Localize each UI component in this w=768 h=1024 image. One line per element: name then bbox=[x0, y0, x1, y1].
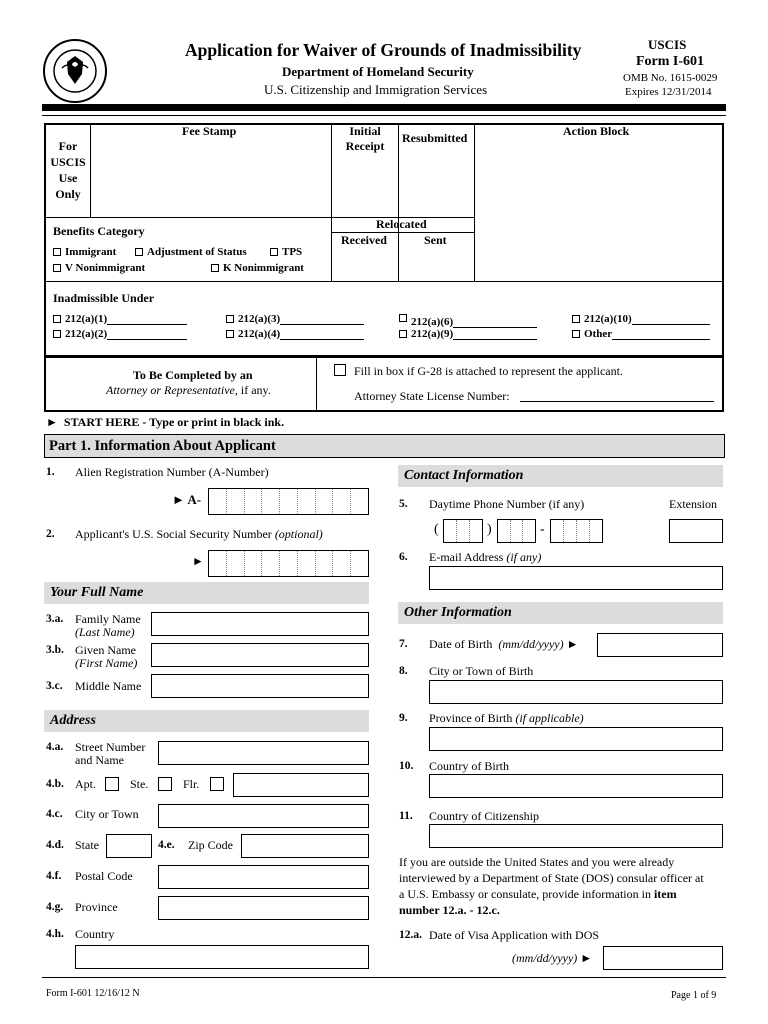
q10-number: 10. bbox=[399, 760, 414, 772]
q4e-number: 4.e. bbox=[158, 839, 175, 851]
q3c-number: 3.c. bbox=[46, 680, 63, 692]
part1-title: Part 1. Information About Applicant bbox=[44, 434, 725, 458]
flr-checkbox[interactable] bbox=[210, 777, 224, 791]
q2-label: Applicant's U.S. Social Security Number (optional) bbox=[75, 527, 323, 541]
q1-number: 1. bbox=[46, 466, 55, 478]
q9-label: Province of Birth (if applicable) bbox=[429, 711, 584, 725]
footer-rule bbox=[42, 977, 726, 978]
inadmissible-item: 212(a)(6) bbox=[399, 316, 537, 328]
expiration-date: Expires 12/31/2014 bbox=[625, 86, 712, 98]
ssn-arrow: ► bbox=[192, 554, 204, 568]
extension-label: Extension bbox=[669, 497, 717, 511]
resubmitted-divider bbox=[474, 125, 475, 281]
zip-code-field[interactable] bbox=[241, 834, 369, 858]
email-field[interactable] bbox=[429, 566, 723, 590]
q4d-label: State bbox=[75, 838, 99, 852]
agency-name: U.S. Citizenship and Immigration Services bbox=[264, 82, 488, 97]
received-label: Received bbox=[341, 233, 387, 247]
q4d-number: 4.d. bbox=[46, 839, 64, 851]
province-of-birth-field[interactable] bbox=[429, 727, 723, 751]
country-of-citizenship-field[interactable] bbox=[429, 824, 723, 848]
initial-receipt-label: Initial Receipt bbox=[345, 124, 385, 153]
adjustment-checkbox[interactable] bbox=[135, 248, 143, 256]
inadmissible-item: 212(a)(1) bbox=[53, 313, 187, 325]
office-use-divider bbox=[90, 125, 91, 217]
q12a-label: Date of Visa Application with DOS bbox=[429, 928, 600, 942]
attorney-line1: To Be Completed by an bbox=[133, 368, 253, 382]
fee-stamp-label: Fee Stamp bbox=[182, 124, 237, 138]
benefit-k-nonimmigrant: K Nonimmigrant bbox=[211, 262, 304, 274]
inadmissible-checkbox[interactable] bbox=[53, 315, 61, 323]
a-number-field[interactable] bbox=[208, 488, 369, 515]
phone-close-paren: ) bbox=[487, 522, 492, 537]
flr-label: Flr. bbox=[183, 777, 200, 791]
agency-short: USCIS bbox=[648, 37, 687, 52]
inadmissible-item: 212(a)(10) bbox=[572, 313, 710, 325]
inadmissible-item: 212(a)(2) bbox=[53, 328, 187, 340]
ssn-field[interactable] bbox=[208, 550, 369, 577]
benefit-immigrant: Immigrant bbox=[53, 246, 116, 258]
inadmissible-checkbox[interactable] bbox=[226, 330, 234, 338]
g28-checkbox[interactable] bbox=[334, 364, 346, 376]
q3c-label: Middle Name bbox=[75, 679, 142, 693]
apt-checkbox[interactable] bbox=[105, 777, 119, 791]
form-title: Application for Waiver of Grounds of Inadmissibility bbox=[185, 40, 582, 60]
g28-label: Fill in box if G-28 is attached to represent the applicant. bbox=[354, 364, 623, 378]
q4e-label: Zip Code bbox=[188, 838, 233, 852]
middle-name-field[interactable] bbox=[151, 674, 369, 698]
dhs-seal-icon bbox=[42, 38, 108, 104]
receipt-divider bbox=[398, 125, 399, 281]
sent-label: Sent bbox=[424, 233, 447, 247]
country-field[interactable] bbox=[75, 945, 369, 969]
q5-number: 5. bbox=[399, 498, 408, 510]
country-of-birth-field[interactable] bbox=[429, 774, 723, 798]
q3a-number: 3.a. bbox=[46, 613, 64, 625]
ste-label: Ste. bbox=[130, 777, 149, 791]
other-information-heading: Other Information bbox=[398, 602, 723, 624]
date-of-birth-field[interactable] bbox=[597, 633, 723, 657]
inadmissible-item: 212(a)(9) bbox=[399, 328, 537, 340]
benefits-category-label: Benefits Category bbox=[53, 224, 145, 238]
phone-open-paren: ( bbox=[434, 522, 439, 537]
inadmissible-item: 212(a)(4) bbox=[226, 328, 364, 340]
footer-page-number: Page 1 of 9 bbox=[671, 990, 717, 1001]
q7-label: Date of Birth (mm/dd/yyyy) ► bbox=[429, 637, 579, 651]
family-name-field[interactable] bbox=[151, 612, 369, 636]
inadmissible-item: Other bbox=[572, 328, 710, 340]
inadmissible-under-label: Inadmissible Under bbox=[53, 291, 155, 305]
q12a-format: (mm/dd/yyyy) ► bbox=[512, 951, 593, 965]
q3b-label: Given Name (First Name) bbox=[75, 643, 138, 670]
form-id: Form I-601 bbox=[636, 54, 705, 69]
contact-information-heading: Contact Information bbox=[398, 465, 723, 487]
header-rule bbox=[42, 104, 726, 111]
attorney-license-field[interactable] bbox=[520, 401, 714, 402]
q8-label: City or Town of Birth bbox=[429, 664, 534, 678]
visa-application-date-field[interactable] bbox=[603, 946, 723, 970]
given-name-field[interactable] bbox=[151, 643, 369, 667]
q5-label: Daytime Phone Number (if any) bbox=[429, 497, 585, 511]
header-rule-thin bbox=[42, 115, 726, 116]
attorney-divider bbox=[316, 358, 317, 410]
action-block-label: Action Block bbox=[563, 124, 630, 138]
province-field[interactable] bbox=[158, 896, 369, 920]
q7-number: 7. bbox=[399, 638, 408, 650]
inadmissible-checkbox[interactable] bbox=[399, 314, 407, 322]
q10-label: Country of Birth bbox=[429, 759, 509, 773]
q4a-number: 4.a. bbox=[46, 741, 64, 753]
q4a-label: Street Number and Name bbox=[75, 740, 146, 767]
q4g-label: Province bbox=[75, 900, 118, 914]
start-here: ► START HERE - Type or print in black ink. bbox=[46, 415, 285, 429]
dhs-seal bbox=[42, 38, 108, 104]
relocated-label: Relocated bbox=[376, 217, 427, 231]
q4f-number: 4.f. bbox=[46, 870, 62, 882]
benefit-tps: TPS bbox=[270, 246, 302, 258]
q4f-label: Postal Code bbox=[75, 869, 133, 883]
q4b-number: 4.b. bbox=[46, 778, 64, 790]
q2-number: 2. bbox=[46, 528, 55, 540]
ste-checkbox[interactable] bbox=[158, 777, 172, 791]
phone-prefix-field[interactable] bbox=[497, 519, 536, 543]
city-field[interactable] bbox=[158, 804, 369, 828]
q4g-number: 4.g. bbox=[46, 901, 64, 913]
inadmissible-checkbox[interactable] bbox=[226, 315, 234, 323]
extension-field[interactable] bbox=[669, 519, 723, 543]
inadmissible-item: 212(a)(3) bbox=[226, 313, 364, 325]
v-nonimmigrant-checkbox[interactable] bbox=[53, 264, 61, 272]
for-uscis-use-only: For USCIS Use Only bbox=[50, 139, 86, 201]
k-nonimmigrant-checkbox[interactable] bbox=[211, 264, 219, 272]
q9-number: 9. bbox=[399, 712, 408, 724]
street-field[interactable] bbox=[158, 741, 369, 765]
inadmissible-checkbox[interactable] bbox=[572, 315, 580, 323]
q11-number: 11. bbox=[399, 810, 413, 822]
a-number-prefix: ► A- bbox=[172, 492, 202, 507]
your-full-name-heading: Your Full Name bbox=[44, 582, 369, 604]
department-name: Department of Homeland Security bbox=[282, 64, 474, 79]
footer-form-ref: Form I-601 12/16/12 N bbox=[46, 988, 140, 999]
inadmissible-top-rule bbox=[46, 281, 722, 282]
unit-number-field[interactable] bbox=[233, 773, 369, 797]
attorney-license-label: Attorney State License Number: bbox=[354, 389, 510, 403]
q12a-number: 12.a. bbox=[399, 929, 422, 941]
tps-checkbox[interactable] bbox=[270, 248, 278, 256]
q1-label: Alien Registration Number (A-Number) bbox=[75, 465, 269, 479]
city-of-birth-field[interactable] bbox=[429, 680, 723, 704]
immigrant-checkbox[interactable] bbox=[53, 248, 61, 256]
apt-label: Apt. bbox=[75, 777, 96, 791]
omb-number: OMB No. 1615-0029 bbox=[623, 72, 718, 84]
q6-label: E-mail Address (if any) bbox=[429, 550, 542, 564]
q8-number: 8. bbox=[399, 665, 408, 677]
inadmissible-checkbox[interactable] bbox=[572, 330, 580, 338]
address-heading: Address bbox=[44, 710, 369, 732]
q11-label: Country of Citizenship bbox=[429, 809, 539, 823]
attorney-line2: Attorney or Representative, if any. bbox=[106, 383, 271, 397]
phone-dash: - bbox=[540, 522, 545, 537]
postal-code-field[interactable] bbox=[158, 865, 369, 889]
dos-instructions: If you are outside the United States and you were already interviewed by a Department of State (DOS) consular officer at a U.S. Embassy or consulate, provide information in item number 12.a. - 12.c. bbox=[399, 855, 704, 917]
inadmissible-checkbox[interactable] bbox=[399, 330, 407, 338]
resubmitted-label: Resubmitted bbox=[402, 131, 468, 145]
area-code-field[interactable] bbox=[443, 519, 483, 543]
q3b-number: 3.b. bbox=[46, 644, 64, 656]
benefit-adjustment: Adjustment of Status bbox=[135, 246, 247, 258]
q3a-label: Family Name (Last Name) bbox=[75, 612, 141, 639]
benefit-v-nonimmigrant: V Nonimmigrant bbox=[53, 262, 145, 274]
q6-number: 6. bbox=[399, 551, 408, 563]
phone-line-field[interactable] bbox=[550, 519, 603, 543]
state-field[interactable] bbox=[106, 834, 152, 858]
inadmissible-checkbox[interactable] bbox=[53, 330, 61, 338]
q4h-number: 4.h. bbox=[46, 928, 64, 940]
q4h-label: Country bbox=[75, 927, 115, 941]
q4c-label: City or Town bbox=[75, 807, 139, 821]
q4c-number: 4.c. bbox=[46, 808, 63, 820]
